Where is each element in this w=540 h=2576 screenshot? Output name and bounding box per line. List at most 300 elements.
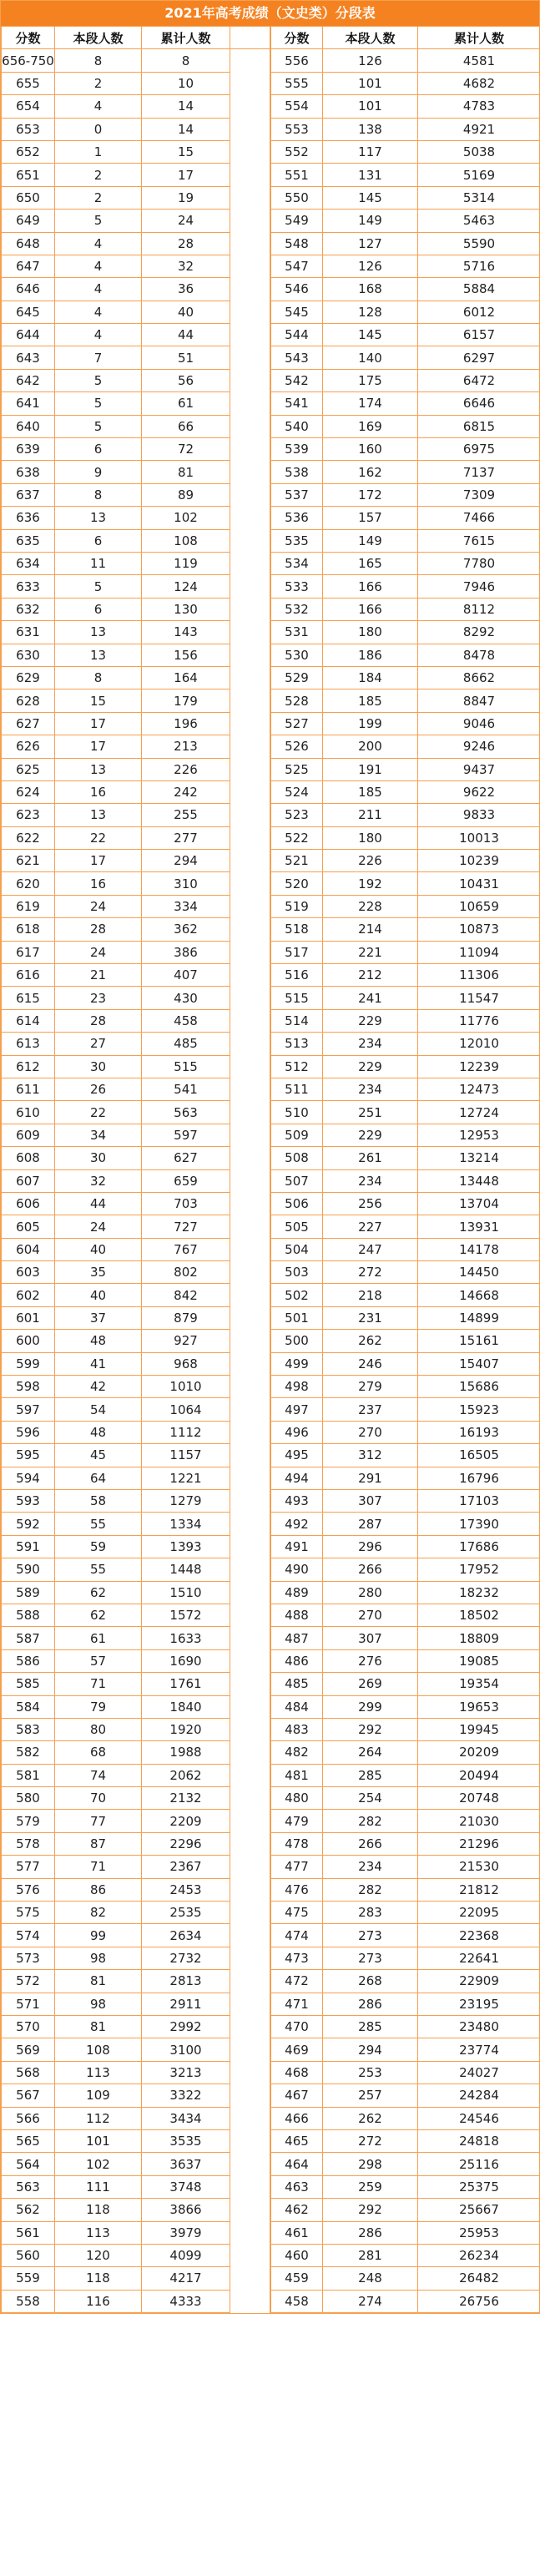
score-cell: 470: [271, 2015, 323, 2038]
segment-count-cell: 273: [323, 1924, 418, 1947]
table-row: [271, 964, 540, 987]
score-cell: 622: [2, 826, 55, 849]
score-cell: 556: [271, 49, 323, 72]
score-cell: 563: [2, 2175, 55, 2198]
column-gap: [230, 1970, 270, 1993]
table-row: [2, 1787, 270, 1810]
table-row: [271, 210, 540, 232]
segment-count-cell: 145: [323, 186, 418, 209]
column-gap: [230, 301, 270, 323]
table-row: [2, 1695, 270, 1718]
table-row: [271, 461, 540, 483]
column-gap: [230, 2015, 270, 2038]
table-row: [2, 2107, 270, 2129]
table-row: [271, 255, 540, 277]
table-row: [271, 575, 540, 598]
segment-count-cell: 41: [55, 1352, 142, 1375]
cumulative-count-cell: 11547: [418, 987, 540, 1009]
cumulative-count-cell: 25953: [418, 2221, 540, 2244]
cumulative-count-cell: 17686: [418, 1535, 540, 1558]
score-cell: 488: [271, 1604, 323, 1626]
cumulative-count-cell: 10239: [418, 850, 540, 872]
table-row: [271, 2199, 540, 2221]
table-row: [2, 415, 270, 437]
score-cell: 467: [271, 2084, 323, 2107]
column-gap: [230, 1352, 270, 1375]
cumulative-count-cell: 5169: [418, 164, 540, 186]
score-cell: 514: [271, 1009, 323, 1032]
score-cell: 647: [2, 255, 55, 277]
table-row: [2, 1009, 270, 1032]
segment-count-cell: 279: [323, 1376, 418, 1398]
column-gap: [230, 461, 270, 483]
segment-count-cell: 128: [323, 301, 418, 323]
score-cell: 593: [2, 1490, 55, 1513]
column-gap: [230, 941, 270, 963]
segment-count-cell: 237: [323, 1398, 418, 1421]
score-cell: 509: [271, 1124, 323, 1146]
score-cell: 580: [2, 1787, 55, 1810]
segment-count-cell: 61: [55, 1627, 142, 1649]
cumulative-count-cell: 11776: [418, 1009, 540, 1032]
table-row: [2, 210, 270, 232]
segment-count-cell: 24: [55, 895, 142, 917]
table-row: [2, 1741, 270, 1764]
score-cell: 610: [2, 1101, 55, 1124]
segment-count-cell: 64: [55, 1467, 142, 1489]
cumulative-count-cell: 13704: [418, 1192, 540, 1215]
score-cell: 625: [2, 758, 55, 780]
table-row: [2, 95, 270, 118]
score-cell: 575: [2, 1902, 55, 1924]
cumulative-count-cell: 4682: [418, 72, 540, 94]
column-gap: [230, 2084, 270, 2107]
cumulative-count-cell: 22909: [418, 1970, 540, 1993]
cumulative-count-cell: 2911: [142, 1993, 230, 2015]
column-gap: [230, 850, 270, 872]
table-row: [271, 1970, 540, 1993]
table-row: [271, 1398, 540, 1421]
score-cell: 564: [2, 2153, 55, 2175]
cumulative-count-cell: 19653: [418, 1695, 540, 1718]
segment-count-cell: 285: [323, 1764, 418, 1786]
column-gap: [230, 1444, 270, 1467]
score-cell: 548: [271, 232, 323, 255]
score-cell: 652: [2, 140, 55, 163]
cumulative-count-cell: 5314: [418, 186, 540, 209]
table-row: [271, 346, 540, 369]
score-cell: 541: [271, 392, 323, 415]
table-row: [2, 575, 270, 598]
segment-count-cell: 286: [323, 2221, 418, 2244]
header-segment-count: 本段人数: [323, 27, 418, 49]
score-cell: 654: [2, 95, 55, 118]
score-cell: 533: [271, 575, 323, 598]
score-cell: 573: [2, 1947, 55, 1969]
segment-count-cell: 48: [55, 1330, 142, 1352]
table-row: [2, 1924, 270, 1947]
score-cell: 500: [271, 1330, 323, 1352]
cumulative-count-cell: 1840: [142, 1695, 230, 1718]
cumulative-count-cell: 407: [142, 964, 230, 987]
cumulative-count-cell: 927: [142, 1330, 230, 1352]
column-gap: [230, 1810, 270, 1832]
score-cell: 606: [2, 1192, 55, 1215]
table-row: [2, 1169, 270, 1192]
cumulative-count-cell: 15923: [418, 1398, 540, 1421]
column-gap: [230, 49, 270, 72]
cumulative-count-cell: 1572: [142, 1604, 230, 1626]
column-gap: [230, 1878, 270, 1901]
score-cell: 595: [2, 1444, 55, 1467]
segment-count-cell: 180: [323, 621, 418, 644]
segment-count-cell: 34: [55, 1124, 142, 1146]
cumulative-count-cell: 10: [142, 72, 230, 94]
segment-count-cell: 294: [323, 2038, 418, 2061]
table-row: [271, 1878, 540, 1901]
cumulative-count-cell: 26482: [418, 2267, 540, 2290]
cumulative-count-cell: 20748: [418, 1787, 540, 1810]
cumulative-count-cell: 18809: [418, 1627, 540, 1649]
table-title: 2021年高考成绩（文史类）分段表: [1, 1, 539, 26]
segment-count-cell: 5: [55, 415, 142, 437]
segment-count-cell: 162: [323, 461, 418, 483]
column-gap: [230, 324, 270, 346]
cumulative-count-cell: 563: [142, 1101, 230, 1124]
column-gap: [230, 1238, 270, 1260]
score-cell: 492: [271, 1513, 323, 1535]
table-row: [271, 1284, 540, 1306]
table-row: [2, 1902, 270, 1924]
segment-count-cell: 30: [55, 1055, 142, 1078]
cumulative-count-cell: 9046: [418, 712, 540, 735]
cumulative-count-cell: 12724: [418, 1101, 540, 1124]
table-row: [271, 49, 540, 72]
table-row: [271, 1832, 540, 1855]
table-row: [2, 1490, 270, 1513]
cumulative-count-cell: 255: [142, 804, 230, 826]
table-row: [2, 1764, 270, 1786]
table-row: [271, 2267, 540, 2290]
score-cell: 590: [2, 1558, 55, 1581]
segment-count-cell: 166: [323, 598, 418, 620]
table-row: [271, 232, 540, 255]
score-cell: 472: [271, 1970, 323, 1993]
cumulative-count-cell: 6815: [418, 415, 540, 437]
table-row: [271, 507, 540, 529]
table-row: [271, 1055, 540, 1078]
segment-count-cell: 257: [323, 2084, 418, 2107]
score-cell: 515: [271, 987, 323, 1009]
score-cell: 458: [271, 2290, 323, 2312]
cumulative-count-cell: 5716: [418, 255, 540, 277]
score-cell: 601: [2, 1306, 55, 1329]
cumulative-count-cell: 23195: [418, 1993, 540, 2015]
segment-count-cell: 287: [323, 1513, 418, 1535]
score-cell: 569: [2, 2038, 55, 2061]
score-cell: 539: [271, 438, 323, 461]
table-row: [271, 529, 540, 552]
cumulative-count-cell: 1279: [142, 1490, 230, 1513]
score-cell: 651: [2, 164, 55, 186]
table-row: [2, 1192, 270, 1215]
score-cell: 565: [2, 2129, 55, 2152]
segment-count-cell: 272: [323, 2129, 418, 2152]
segment-count-cell: 246: [323, 1352, 418, 1375]
segment-count-cell: 13: [55, 804, 142, 826]
cumulative-count-cell: 5590: [418, 232, 540, 255]
score-cell: 528: [271, 689, 323, 712]
cumulative-count-cell: 362: [142, 918, 230, 941]
cumulative-count-cell: 22641: [418, 1947, 540, 1969]
column-gap: [230, 1147, 270, 1169]
table-row: [2, 1398, 270, 1421]
segment-count-cell: 149: [323, 529, 418, 552]
table-row: [2, 164, 270, 186]
score-cell: 523: [271, 804, 323, 826]
segment-count-cell: 4: [55, 278, 142, 301]
cumulative-count-cell: 8662: [418, 666, 540, 689]
score-cell: 583: [2, 1718, 55, 1740]
score-cell: 594: [2, 1467, 55, 1489]
score-cell: 487: [271, 1627, 323, 1649]
table-row: [271, 1695, 540, 1718]
segment-count-cell: 102: [55, 2153, 142, 2175]
cumulative-count-cell: 17390: [418, 1513, 540, 1535]
table-row: [271, 1741, 540, 1764]
column-gap: [230, 1673, 270, 1695]
right-score-table: [270, 26, 540, 2313]
segment-count-cell: 70: [55, 1787, 142, 1810]
cumulative-count-cell: 18232: [418, 1581, 540, 1604]
table-row: [2, 1055, 270, 1078]
cumulative-count-cell: 15: [142, 140, 230, 163]
score-cell: 529: [271, 666, 323, 689]
table-row: [271, 95, 540, 118]
column-gap: [230, 1947, 270, 1969]
score-cell: 496: [271, 1421, 323, 1443]
score-cell: 630: [2, 644, 55, 666]
column-gap: [230, 369, 270, 391]
table-row: [2, 255, 270, 277]
score-cell: 611: [2, 1078, 55, 1100]
cumulative-count-cell: 17952: [418, 1558, 540, 1581]
segment-count-cell: 266: [323, 1832, 418, 1855]
table-row: [2, 301, 270, 323]
table-row: [271, 1902, 540, 1924]
cumulative-count-cell: 3535: [142, 2129, 230, 2152]
segment-count-cell: 16: [55, 780, 142, 803]
score-cell: 581: [2, 1764, 55, 1786]
table-row: [271, 1787, 540, 1810]
segment-count-cell: 40: [55, 1238, 142, 1260]
score-cell: 605: [2, 1215, 55, 1238]
column-gap: [230, 2038, 270, 2061]
cumulative-count-cell: 108: [142, 529, 230, 552]
cumulative-count-cell: 56: [142, 369, 230, 391]
column-gap: [230, 1718, 270, 1740]
column-gap: [230, 1535, 270, 1558]
segment-count-cell: 184: [323, 666, 418, 689]
segment-count-cell: 68: [55, 1741, 142, 1764]
column-gap: [230, 1376, 270, 1398]
segment-count-cell: 2: [55, 164, 142, 186]
column-gap: [230, 758, 270, 780]
column-gap: [230, 872, 270, 895]
score-cell: 645: [2, 301, 55, 323]
segment-count-cell: 8: [55, 49, 142, 72]
score-cell: 526: [271, 735, 323, 758]
cumulative-count-cell: 8478: [418, 644, 540, 666]
cumulative-count-cell: 430: [142, 987, 230, 1009]
table-row: [271, 1421, 540, 1443]
table-row: [271, 872, 540, 895]
segment-count-cell: 6: [55, 598, 142, 620]
segment-count-cell: 269: [323, 1673, 418, 1695]
cumulative-count-cell: 26234: [418, 2244, 540, 2266]
cumulative-count-cell: 10013: [418, 826, 540, 849]
segment-count-cell: 157: [323, 507, 418, 529]
cumulative-count-cell: 24284: [418, 2084, 540, 2107]
cumulative-count-cell: 15686: [418, 1376, 540, 1398]
table-row: [271, 1649, 540, 1672]
segment-count-cell: 273: [323, 1947, 418, 1969]
score-cell: 462: [271, 2199, 323, 2221]
score-cell: 464: [271, 2153, 323, 2175]
cumulative-count-cell: 21530: [418, 1856, 540, 1878]
cumulative-count-cell: 12010: [418, 1033, 540, 1055]
segment-count-cell: 101: [323, 95, 418, 118]
score-cell: 540: [271, 415, 323, 437]
score-cell: 545: [271, 301, 323, 323]
cumulative-count-cell: 7615: [418, 529, 540, 552]
cumulative-count-cell: 9622: [418, 780, 540, 803]
score-cell: 570: [2, 2015, 55, 2038]
cumulative-count-cell: 89: [142, 483, 230, 506]
column-gap: [230, 1581, 270, 1604]
segment-count-cell: 118: [55, 2267, 142, 2290]
segment-count-cell: 87: [55, 1832, 142, 1855]
column-gap: [230, 1695, 270, 1718]
segment-count-cell: 40: [55, 1284, 142, 1306]
segment-count-cell: 7: [55, 346, 142, 369]
table-row: [2, 1284, 270, 1306]
table-row: [2, 232, 270, 255]
table-row: [2, 1444, 270, 1467]
table-row: [271, 666, 540, 689]
cumulative-count-cell: 22095: [418, 1902, 540, 1924]
score-cell: 517: [271, 941, 323, 963]
table-row: [271, 895, 540, 917]
cumulative-count-cell: 26756: [418, 2290, 540, 2312]
table-row: [2, 804, 270, 826]
column-gap: [230, 2199, 270, 2221]
score-cell: 513: [271, 1033, 323, 1055]
score-cell: 474: [271, 1924, 323, 1947]
table-row: [271, 2038, 540, 2061]
cumulative-count-cell: 14: [142, 95, 230, 118]
table-row: [271, 1101, 540, 1124]
segment-count-cell: 169: [323, 415, 418, 437]
table-row: [271, 1215, 540, 1238]
table-row: [271, 164, 540, 186]
segment-count-cell: 22: [55, 826, 142, 849]
column-gap: [230, 1261, 270, 1284]
table-row: [271, 987, 540, 1009]
cumulative-count-cell: 386: [142, 941, 230, 963]
cumulative-count-cell: 36: [142, 278, 230, 301]
segment-count-cell: 42: [55, 1376, 142, 1398]
segment-count-cell: 175: [323, 369, 418, 391]
score-cell: 532: [271, 598, 323, 620]
column-gap: [230, 1467, 270, 1489]
cumulative-count-cell: 15161: [418, 1330, 540, 1352]
score-cell: 648: [2, 232, 55, 255]
score-cell: 498: [271, 1376, 323, 1398]
cumulative-count-cell: 2813: [142, 1970, 230, 1993]
segment-count-cell: 86: [55, 1878, 142, 1901]
segment-count-cell: 160: [323, 438, 418, 461]
score-cell: 584: [2, 1695, 55, 1718]
segment-count-cell: 77: [55, 1810, 142, 1832]
segment-count-cell: 292: [323, 2199, 418, 2221]
segment-count-cell: 15: [55, 689, 142, 712]
cumulative-count-cell: 226: [142, 758, 230, 780]
score-cell: 607: [2, 1169, 55, 1192]
column-gap: [230, 346, 270, 369]
table-row: [2, 1673, 270, 1695]
segment-count-cell: 26: [55, 1078, 142, 1100]
score-cell: 638: [2, 461, 55, 483]
column-gap: [230, 278, 270, 301]
table-row: [271, 758, 540, 780]
segment-count-cell: 113: [55, 2221, 142, 2244]
table-row: [2, 72, 270, 94]
column-gap: [230, 164, 270, 186]
cumulative-count-cell: 1064: [142, 1398, 230, 1421]
segment-count-cell: 62: [55, 1581, 142, 1604]
column-gap: [230, 186, 270, 209]
table-row: [271, 1169, 540, 1192]
cumulative-count-cell: 4783: [418, 95, 540, 118]
score-cell: 489: [271, 1581, 323, 1604]
score-cell: 558: [2, 2290, 55, 2312]
table-row: [2, 780, 270, 803]
cumulative-count-cell: 24: [142, 210, 230, 232]
table-row: [271, 804, 540, 826]
cumulative-count-cell: 14178: [418, 1238, 540, 1260]
cumulative-count-cell: 6472: [418, 369, 540, 391]
segment-count-cell: 241: [323, 987, 418, 1009]
score-cell: 497: [271, 1398, 323, 1421]
score-cell: 503: [271, 1261, 323, 1284]
cumulative-count-cell: 19945: [418, 1718, 540, 1740]
segment-count-cell: 166: [323, 575, 418, 598]
cumulative-count-cell: 24818: [418, 2129, 540, 2152]
cumulative-count-cell: 102: [142, 507, 230, 529]
column-gap: [230, 1124, 270, 1146]
cumulative-count-cell: 19: [142, 186, 230, 209]
segment-count-cell: 17: [55, 850, 142, 872]
cumulative-count-cell: 51: [142, 346, 230, 369]
table-row: [2, 1558, 270, 1581]
column-gap: [230, 1192, 270, 1215]
segment-count-cell: 276: [323, 1649, 418, 1672]
table-row: [2, 1649, 270, 1672]
column-gap: [230, 552, 270, 574]
cumulative-count-cell: 4333: [142, 2290, 230, 2312]
score-cell: 524: [271, 780, 323, 803]
